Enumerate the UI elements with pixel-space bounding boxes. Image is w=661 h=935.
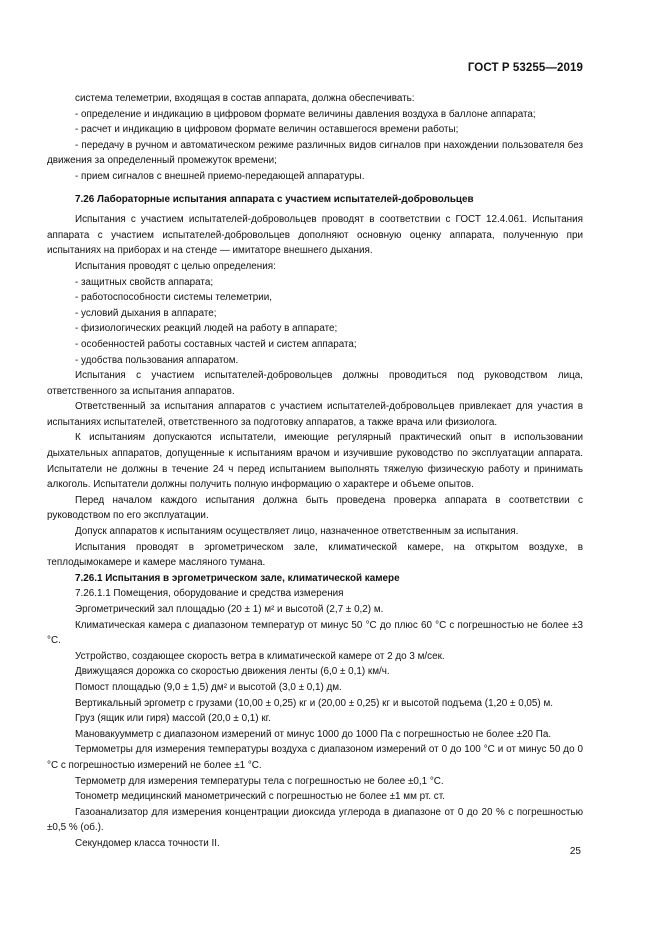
paragraph: Испытания с участием испытателей-добровольцев должны проводиться под руководством лица, ответственного за испытания аппаратов. [47,370,583,397]
paragraph: Термометр для измерения температуры тела с погрешностью не более ±0,1 °С. [75,775,444,787]
paragraph: Движущаяся дорожка со скоростью движения ленты (6,0 ± 0,1) км/ч. [75,666,390,678]
paragraph: Допуск аппаратов к испытаниям осуществляет лицо, назначенное ответственным за испытания. [75,526,519,538]
paragraph: Испытания с участием испытателей-добровольцев проводят в соответствии с ГОСТ 12.4.061. Испытания аппарата с участием испытателей-добровольцев дополняют основную оценку аппарата, полученную при испытаниях на приборах и на стенде — имитаторе внешнего дыхания. [47,214,583,257]
paragraph: Газоанализатор для измерения концентрации диоксида углерода в диапазоне от 0 до 20 % с погрешностью ±0,5 % (об.). [47,806,583,834]
subsection-heading: 7.26.1 Испытания в эргометрическом зале, климатической камере [75,572,400,584]
paragraph: Перед началом каждого испытания должна быть проведена проверка аппарата в соответствии с руководством по его эксплуатации. [47,494,583,522]
list-item: - передачу в ручном и автоматическом режиме различных видов сигналов при нахождении пользователя без движения за определенный промежуток времени; [47,139,583,167]
paragraph: Ответственный за испытания аппаратов с участием испытателей-добровольцев привлекает для участия в испытаниях испытателей, ответственного за подготовку аппаратов, а также врача или физиолога. [47,401,583,428]
document-header: ГОСТ Р 53255—2019 [467,62,583,74]
list-item: - физиологических реакций людей на работу в аппарате; [75,323,338,335]
list-item: - работоспособности системы телеметрии, [75,292,272,304]
paragraph: Эргометрический зал площадью (20 ± 1) м² и высотой (2,7 ± 0,2) м. [75,604,384,615]
paragraph: Испытания проводят с целью определения: [75,260,276,272]
paragraph: Помост площадью (9,0 ± 1,5) дм² и высотой (3,0 ± 0,1) дм. [75,681,342,693]
page-number: 25 [569,846,581,857]
paragraph: Термометры для измерения температуры воздуха с диапазоном измерений от 0 до 100 °С и от минус 50 до 0 °С с погрешностью измерений не более ±1 °С. [47,744,583,771]
list-item: - условий дыхания в аппарате; [75,307,217,319]
subsection-subtitle: 7.26.1.1 Помещения, оборудование и средства измерения [75,588,344,600]
list-item: - расчет и индикацию в цифровом формате величин оставшегося времени работы; [75,124,459,136]
list-item: - прием сигналов с внешней приемо-передающей аппаратуры. [75,170,365,182]
page-body [47,91,583,852]
list-item: - удобства пользования аппаратом. [75,354,239,366]
list-item: - защитных свойств аппарата; [75,276,214,288]
section-heading: 7.26 Лабораторные испытания аппарата с участием испытателей-добровольцев [75,193,474,205]
paragraph: К испытаниям допускаются испытатели, имеющие регулярный практический опыт в использовании дыхательных аппаратов, допущенные к испытаниям врачом и изучившие руководство по эксплуатации аппарата. Испытатели не должны в течение 24 ч перед испытанием выполнять тяжелую физическую работу и принимать алкоголь. Испытатели должны получить полную информацию о характере и объеме опытов. [47,432,583,491]
paragraph: Испытания проводят в эргометрическом зале, климатической камере, на открытом воздухе, в теплодымокамере и камере масляного тумана. [47,541,583,569]
paragraph: Тонометр медицинский манометрический с погрешностью не более ±1 мм рт. ст. [75,791,445,803]
paragraph: Устройство, создающее скорость ветра в климатической камере от 2 до 3 м/сек. [75,650,445,662]
paragraph: Вертикальный эргометр с грузами (10,00 ± 0,25) кг и (20,00 ± 0,25) кг и высотой подъема (1,20 ± 0,05) м. [75,697,553,709]
list-item: - особенностей работы составных частей и систем аппарата; [75,338,357,350]
paragraph: Груз (ящик или гиря) массой (20,0 ± 0,1) кг. [75,713,271,725]
paragraph: Климатическая камера с диапазоном температур от минус 50 °С до плюс 60 °С с погрешностью не более ±3 °С. [47,619,583,647]
list-item: - определение и индикацию в цифровом формате величины давления воздуха в баллоне аппарата; [75,108,536,120]
paragraph: Мановакуумметр с диапазоном измерений от минус 1000 до 1000 Па с погрешностью не более ±20 Па. [75,728,552,740]
paragraph: система телеметрии, входящая в состав аппарата, должна обеспечивать: [75,93,415,104]
paragraph: Секундомер класса точности II. [75,837,220,849]
